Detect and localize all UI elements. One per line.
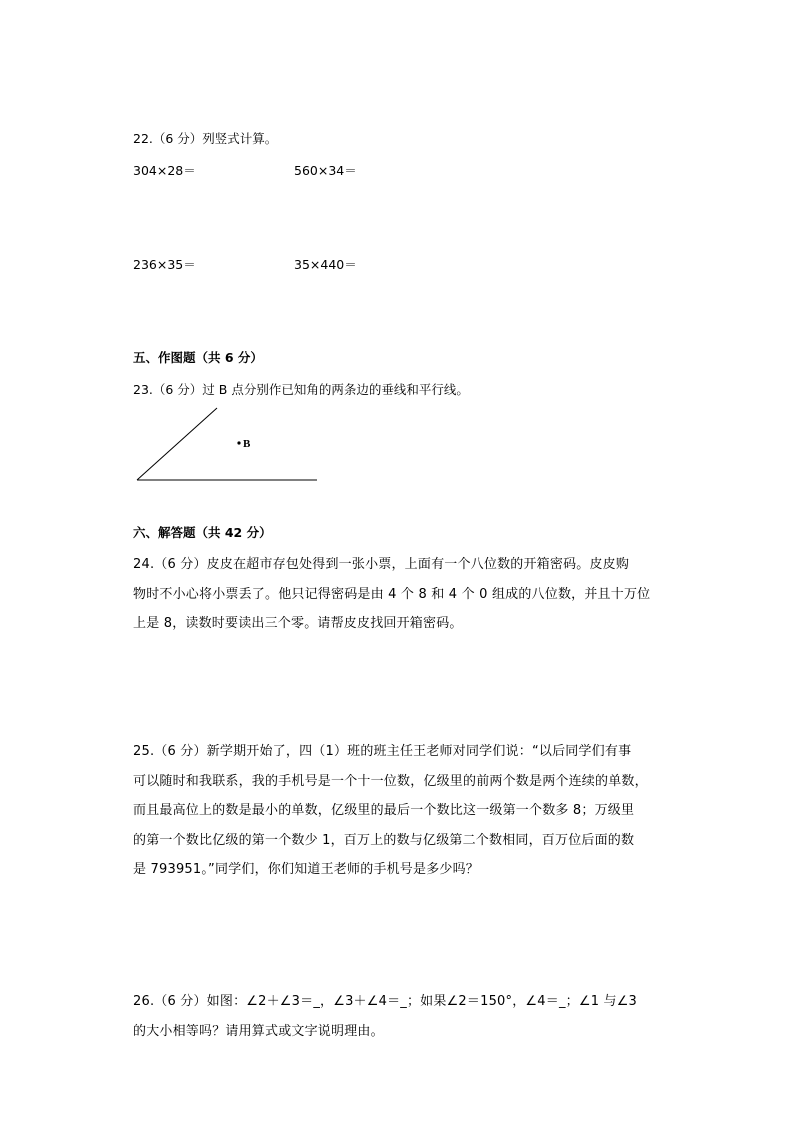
q25-line-4: 的第一个数比亿级的第一个数少 1，百万上的数与亿级第二个数相同，百万位后面的数 xyxy=(133,832,635,848)
point-b-label: B xyxy=(243,438,251,450)
q24-text xyxy=(133,550,668,639)
q25-line-5: 是 793951。”同学们，你们知道王老师的手机号是多少吗？ xyxy=(133,862,479,877)
angle-slanted-side xyxy=(137,408,217,480)
angle-figure xyxy=(130,404,330,488)
calc-problem-3: 236×35＝ xyxy=(133,257,196,272)
point-b-dot xyxy=(237,441,240,444)
q26-line-2: 的大小相等吗？请用算式或文字说明理由。 xyxy=(133,1023,384,1039)
calc-problem-1: 304×28＝ xyxy=(133,163,196,178)
q25-text xyxy=(133,737,668,885)
q22-title: 22.（6 分）列竖式计算。 xyxy=(133,131,278,146)
section-6-title: 六、解答题（共 42 分） xyxy=(133,525,272,540)
calc-problem-2: 560×34＝ xyxy=(294,163,357,178)
q25-line-1: 25.（6 分）新学期开始了，四（1）班的班主任王老师对同学们说：“以后同学们有事 xyxy=(133,744,632,759)
q23-title: 23.（6 分）过 B 点分别作已知角的两条边的垂线和平行线。 xyxy=(133,382,469,397)
q24-line-1: 24.（6 分）皮皮在超市存包处得到一张小票，上面有一个八位数的开箱密码。皮皮购 xyxy=(133,557,630,572)
q25-line-3: 而且最高位上的数是最小的单数，亿级里的最后一个数比这一级第一个数多 8；万级里 xyxy=(133,803,635,818)
section-5-title: 五、作图题（共 6 分） xyxy=(133,350,263,365)
calc-problem-4: 35×440＝ xyxy=(294,257,357,272)
q26-text xyxy=(133,987,668,1046)
q24-line-3: 上是 8，读数时要读出三个零。请帮皮皮找回开箱密码。 xyxy=(133,616,463,631)
q24-line-2: 物时不小心将小票丢了。他只记得密码是由 4 个 8 和 4 个 0 组成的八位数，并且十万位 xyxy=(133,586,651,602)
q25-line-2: 可以随时和我联系，我的手机号是一个十一位数，亿级里的前两个数是两个连续的单数， xyxy=(133,773,648,789)
q26-line-1: 26.（6 分）如图：∠2＋∠3＝_，∠3＋∠4＝_；如果∠2＝150°，∠4＝_；∠1 与∠3 xyxy=(133,994,638,1009)
